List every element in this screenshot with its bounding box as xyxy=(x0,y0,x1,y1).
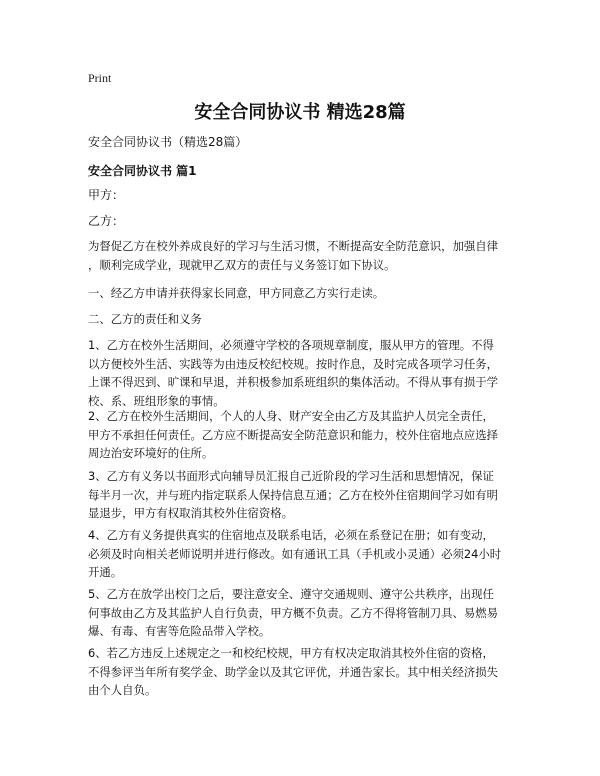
paragraph-item-1 xyxy=(88,336,528,410)
paragraph-line: 爆、有毒、有害等危险品带入学校。 xyxy=(88,624,271,638)
party-a-label: 甲方： xyxy=(88,188,125,202)
paragraph-item-6 xyxy=(88,644,528,700)
paragraph-line: 由个人自负。 xyxy=(88,683,157,697)
paragraph-line: 5、乙方在放学出校门之后，要注意安全、遵守交通规则、遵守公共秩序，出现任 xyxy=(88,587,494,601)
paragraph-line: 甲方不承担任何责任。乙方应不断提高安全防范意识和能力，校外住宿地点应选择 xyxy=(88,427,499,442)
paragraph-line: 必须及时向相关老师说明并进行修改。如有通讯工具（手机或小灵通）必须24小时 xyxy=(88,546,502,561)
paragraph-clause-1 xyxy=(88,284,528,303)
document-subtitle: 安全合同协议书（精选28篇） xyxy=(88,135,248,149)
paragraph-line: 校、系、班组形象的事情。 xyxy=(88,393,225,408)
paragraph-line: 上课不得迟到、旷课和早退，并积极参加系班组织的集体活动。不得从事有损于学 xyxy=(88,375,499,389)
paragraph-line: 1、乙方在校外生活期间，必须遵守学校的各项规章制度，服从甲方的管理。不得 xyxy=(88,338,494,352)
paragraph-clause-2-heading xyxy=(88,310,528,329)
paragraph-item-3 xyxy=(88,467,528,523)
paragraph-item-4 xyxy=(88,526,528,582)
paragraph-line: 每半月一次，并与班内指定联系人保持信息互通；乙方在校外住宿期间学习如有明 xyxy=(88,487,499,502)
paragraph-line: 何事故由乙方及其监护人自行负责，甲方概不负责。乙方不得将管制刀具、易燃易 xyxy=(88,605,499,620)
section-title: 安全合同协议书 篇1 xyxy=(88,164,197,178)
paragraph-line: 6、若乙方违反上述规定之一和校纪校规，甲方有权决定取消其校外住宿的资格， xyxy=(88,646,494,660)
party-b-label: 乙方： xyxy=(88,214,125,228)
paragraph-line: 显退步，甲方有权取消其校外住宿资格。 xyxy=(88,506,294,520)
paragraph-line: 二、乙方的责任和义务 xyxy=(88,312,202,326)
document-title: 安全合同协议书 精选28篇 xyxy=(194,102,406,123)
paragraph-item-2 xyxy=(88,407,528,463)
paragraph-item-5 xyxy=(88,585,528,641)
paragraph-line: 一、经乙方申请并获得家长同意，甲方同意乙方实行走读。 xyxy=(88,286,385,300)
paragraph-line: 开通。 xyxy=(88,565,123,579)
paragraph-line: 2、乙方在校外生活期间，个人的人身、财产安全由乙方及其监护人员完全责任， xyxy=(88,409,494,423)
paragraph-line: 4、乙方有义务提供真实的住宿地点及联系电话，必须在系登记在册；如有变动， xyxy=(88,528,494,542)
paragraph-line: 以方便校外生活、实践等为由违反校纪校规。按时作息，及时完成各项学习任务， xyxy=(88,356,499,371)
paragraph-line: 不得参评当年所有奖学金、助学金以及其它评优，并通告家长。其中相关经济损失 xyxy=(88,664,499,679)
paragraph-intro xyxy=(88,237,528,274)
paragraph-line: ，顺利完成学业，现就甲乙双方的责任与义务签订如下协议。 xyxy=(88,257,396,272)
paragraph-line: 3、乙方有义务以书面形式向辅导员汇报自己近阶段的学习生活和思想情况，保证 xyxy=(88,469,494,483)
print-link[interactable]: Print xyxy=(88,71,112,85)
paragraph-line: 为督促乙方在校外养成良好的学习与生活习惯，不断提高安全防范意识，加强自律 xyxy=(88,239,499,253)
paragraph-line: 周边治安环境好的住所。 xyxy=(88,446,214,460)
